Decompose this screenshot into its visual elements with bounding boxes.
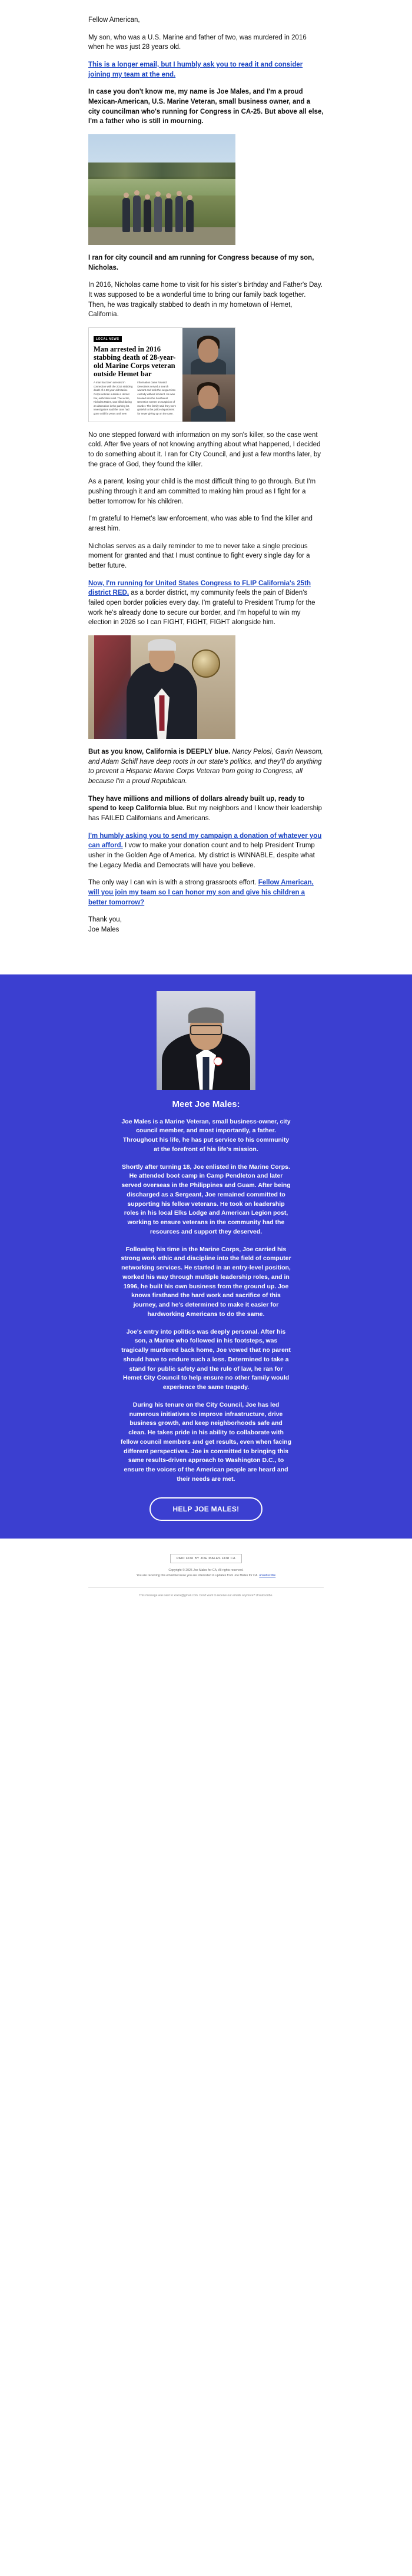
portrait-hair <box>188 1007 224 1023</box>
portrait-tie <box>203 1057 210 1090</box>
why-receiving-line <box>88 1573 324 1579</box>
flip-ca25-link[interactable]: Now, I'm running for United States Congress to FLIP California's 25th district RED, <box>88 579 311 597</box>
salutation: Fellow American, <box>88 16 140 24</box>
bio-paragraph-intro: Joe Males is a Marine Veteran, small business-owner, city council member, and most importantly, a father. Throughout his life, he has put service to his community at the forefront of his life's mission. <box>121 1118 291 1153</box>
grassroots-lead: The only way I can win is with a strong grassroots effort. <box>88 879 258 887</box>
join-my-team-link[interactable]: Fellow American, will you join my team so I can honor my son and give his children a better tomorrow? <box>88 879 314 906</box>
photo-person <box>154 197 162 232</box>
news-clipping-wrap <box>88 327 324 422</box>
photo-candidate-office-wrap <box>88 635 324 739</box>
paragraph-grassroots <box>88 878 324 907</box>
photo-person <box>165 198 172 232</box>
news-article-body: A man has been arrested in connection with the 2016 stabbing death of a 28-year-old Marine Corps veteran outside a Hemet bar, authorities said. The victim, Nicholas Males, was killed during an altercation in the parking lot. Investigators said the case had gone cold for years until new information came forward. Detectives served a search warrant and took the suspect into custody without incident. He was booked into the Southwest Detention Center on suspicion of murder. The family said they were grateful to the police department for never giving up on the case. <box>94 381 177 415</box>
read-and-join-link[interactable]: This is a longer email, but I humbly ask you to read it and consider joining my team at the end. <box>88 61 303 78</box>
mugshot-photo <box>182 374 235 421</box>
unsubscribe-link[interactable]: unsubscribe <box>259 1573 276 1577</box>
california-blue-italic: Nancy Pelosi, Gavin Newsom, and Adam Schiff have deep roots in our state's politics, and they'll do anything to prevent a Hispanic Marine Corps Veteran from going to Congress, all because I'm a proud Republican. <box>88 748 324 785</box>
paragraph-introduction <box>88 87 324 127</box>
bio-card-title: Meet Joe Males: <box>172 1099 240 1109</box>
why-receiving-text: You are receiving this email because you are interested in updates from Joe Males for CA. <box>136 1573 258 1577</box>
paragraph-longer-email <box>88 60 324 79</box>
bio-paragraph-council: During his tenure on the City Council, Joe has led numerous initiatives to improve infrastructure, drive business growth, and keep neighborhoods safe and clean. He takes pride in his ability to collaborate with fellow council members and get results, even when facing different perspectives. Joe is committed to bringing this same results-driven approach to Washington D.C., to ensure the voices of the American people are heard and their needs are met. <box>121 1401 291 1483</box>
photo-memorial-group <box>88 134 235 245</box>
photo-candidate-office <box>88 635 235 739</box>
photo-path <box>88 227 235 245</box>
paragraph-daily-reminder: Nicholas serves as a daily reminder to me to never take a single precious moment for granted and that I must continue to fight every single day for a better future. <box>88 542 310 569</box>
donation-ask-link[interactable]: I'm humbly asking you to send my campaign a donation of whatever you can afford. <box>88 832 322 850</box>
running-rest-text: as a border district, my community feels the pain of Biden's failed open border policies every day. I'm grateful to President Trump for the work he's already done to secure our border, and I'm hopeful to win my election in 2026 so I can FIGHT, FIGHT, FIGHT alongside him. <box>88 589 315 626</box>
paragraph-california-blue <box>88 747 324 787</box>
paragraph-grateful-police: I'm grateful to Hemet's law enforcement, who was able to find the killer and arrest him. <box>88 515 313 532</box>
ran-for-council-text: I ran for city council and am running for Congress because of my son, Nicholas. <box>88 254 314 271</box>
footer-recipient-note: This message was sent to xxxxx@gmail.com. Don't want to receive our emails anymore? Unsubscribe. <box>139 1594 273 1598</box>
letter-body <box>0 0 412 960</box>
donation-ask-rest: I vow to make your donation count and to help President Trump usher in the Golden Age of America. My district is WINNABLE, despite what the Legacy Media and Democrats will have you believe. <box>88 842 315 869</box>
news-mugshots <box>182 328 235 421</box>
photo-tie <box>160 695 165 731</box>
bio-paragraph-politics: Joe's entry into politics was deeply personal. After his son, a Marine who followed in his footsteps, was tragically murdered back home, Joe vowed that no parent should have to endure such a loss. Determined to take a stand for public safety and the rule of law, he ran for Hemet City Council to help ensure no other family would experience the same tragedy. <box>121 1328 291 1391</box>
photo-city-seal <box>192 649 220 678</box>
signoff: Thank you, <box>88 916 122 924</box>
photo-person <box>175 196 183 232</box>
introduction-text: In case you don't know me, my name is Joe Males, and I'm a proud Mexican-American, U.S. Marine Veteran, small business owner, and a city councilman who's running for Congress in CA-25. But above all else, I'm a father who is still in mourning. <box>88 88 324 125</box>
email-footer <box>0 1539 412 1616</box>
photo-treeline <box>88 163 235 179</box>
news-kicker: LOCAL NEWS <box>94 336 122 342</box>
news-headline: Man arrested in 2016 stabbing death of 28-year-old Marine Corps veteran outside Hemet bar <box>94 345 176 379</box>
paragraph-donation-ask <box>88 831 324 871</box>
paid-for-disclaimer: PAID FOR BY JOE MALES FOR CA <box>170 1554 242 1563</box>
bio-paragraph-marines: Shortly after turning 18, Joe enlisted in the Marine Corps. He attended boot camp in Camp Pendleton and later served overseas in the Philippines and Guam. After being discharged as a Sergeant, Joe remained committed to supporting his fellow veterans. He took on leadership roles in his local Elks Lodge and American Legion post, working to ensure veterans in the community had the resources and support they deserved. <box>121 1163 291 1235</box>
bio-card-inner <box>121 991 291 1521</box>
millions-rest: But my neighbors and I know their leadership has FAILED Californians and Americans. <box>88 805 322 823</box>
photo-person <box>144 200 151 232</box>
photo-person <box>122 198 130 232</box>
help-joe-males-button[interactable]: HELP JOE MALES! <box>149 1497 263 1521</box>
paragraph-2016-story: In 2016, Nicholas came home to visit for his sister's birthday and Father's Day. It was supposed to be a wonderful time to bring our family back together. Then, he was tragically stabbed to death in my hometown of Hemet, California. <box>88 281 323 319</box>
news-clipping <box>88 327 235 422</box>
copyright-line: Copyright © 2025 Joe Males for CA, All rights reserved. <box>168 1568 244 1572</box>
paragraph-running-for-congress <box>88 579 324 628</box>
mugshot-face <box>198 339 218 363</box>
candidate-portrait <box>157 991 255 1090</box>
paragraph-losing-child: As a parent, losing your child is the most difficult thing to go through. But I'm pushing through it and am committed to making him proud as I fight for a better tomorrow for his children. <box>88 478 316 505</box>
bio-card <box>0 974 412 1539</box>
photo-memorial-group-wrap <box>88 134 324 245</box>
photo-person <box>186 200 194 232</box>
mugshot-photo <box>182 328 235 374</box>
mugshot-face <box>198 386 218 409</box>
california-blue-lead: But as you know, California is DEEPLY blue. <box>88 748 231 755</box>
photo-person <box>133 195 141 232</box>
bio-paragraph-business: Following his time in the Marine Corps, Joe carried his strong work ethic and discipline into the field of computer networking services. He started in an entry-level position, worked his way through multiple leadership roles, and in 1996, he built his own business from the ground up. Joe knows firsthand the hard work and sacrifice of this journey, and he's determined to make it easier for hardworking Americans to do the same. <box>121 1245 291 1318</box>
photo-flag <box>94 635 131 739</box>
millions-lead: They have millions and millions of dollars already built up, ready to spend to keep California blue. <box>88 795 305 813</box>
portrait-glasses <box>190 1025 222 1035</box>
paragraph-case-cold: No one stepped forward with information on my son's killer, so the case went cold. After five years of not knowing anything about what happened, I decided to do something about it. I ran for City Council, and just a few months later, by the grace of God, they found the killer. <box>88 431 321 468</box>
paragraph-ran-for-council <box>88 253 324 273</box>
paragraph-millions-of-dollars <box>88 794 324 824</box>
footer-divider <box>88 1587 324 1588</box>
news-clipping-text <box>89 328 182 421</box>
paragraph-son-murdered: My son, who was a U.S. Marine and father of two, was murdered in 2016 when he was just 28 years old. <box>88 34 307 51</box>
signature: Joe Males <box>88 926 119 934</box>
